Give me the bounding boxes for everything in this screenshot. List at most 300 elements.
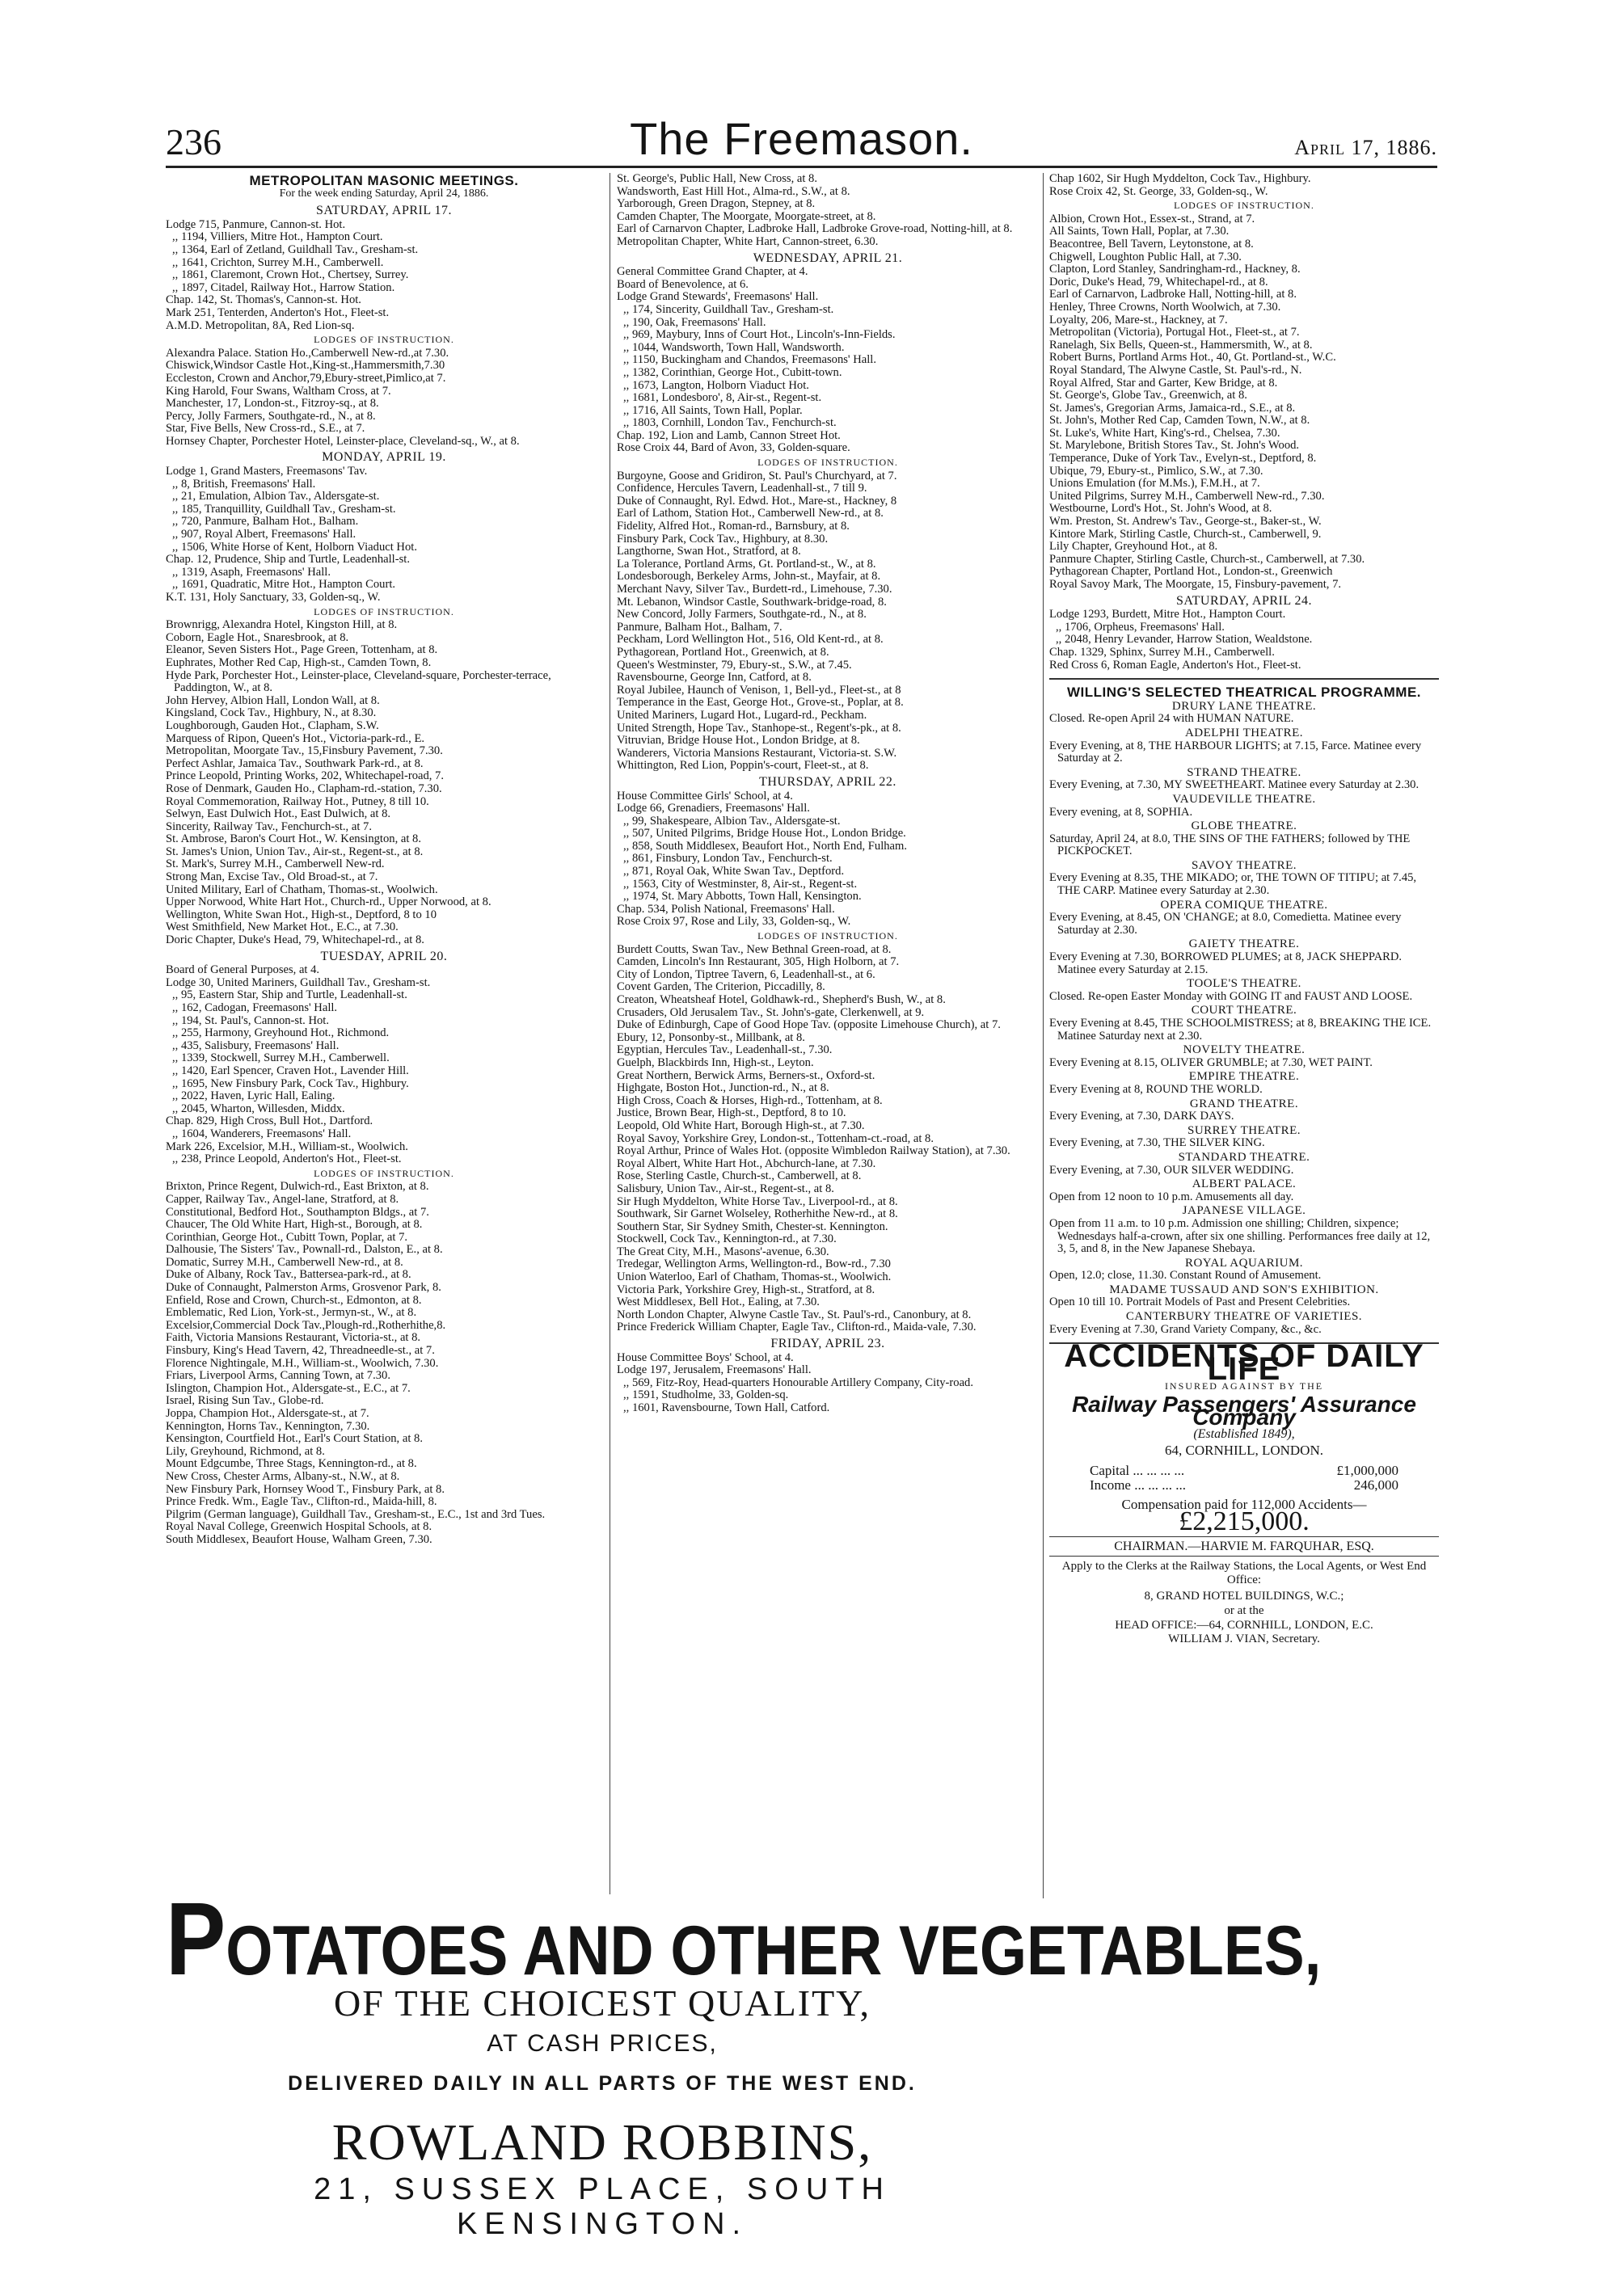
theatre-name: TOOLE'S THEATRE. xyxy=(1187,977,1301,991)
capital-label: Capital ... ... ... ... xyxy=(1090,1463,1185,1479)
lodge-entry: St. Ambrose, Baron's Court Hot., W. Kensington, at 8. xyxy=(166,832,421,846)
meeting-entry: Mark 226, Excelsior, M.H., William-st., Woolwich. xyxy=(166,1140,408,1153)
lodge-entry: Prince Frederick William Chapter, Eagle Tav., Clifton-rd., Maida-vale, 7.30. xyxy=(617,1321,977,1334)
established-line: (Established 1849), xyxy=(1193,1427,1295,1442)
lodge-entry: Prince Fredk. Wm., Eagle Tav., Clifton-rd., Maida-hill, 8. xyxy=(166,1495,437,1509)
meeting-entry: ,, 1420, Earl Spencer, Craven Hot., Lavender Hill. xyxy=(172,1064,409,1077)
lodges-heading: LODGES OF INSTRUCTION. xyxy=(314,334,454,346)
lodge-entry: Mt. Lebanon, Windsor Castle, Southwark-bridge-road, 8. xyxy=(617,595,887,609)
lodge-entry: St. James's Union, Union Tav., Air-st., Regent-st., at 8. xyxy=(166,845,424,858)
lodge-entry: Metropolitan, Moorgate Tav., 15,Finsbury Pavement, 7.30. xyxy=(166,744,443,758)
lodge-entry: Pythagorean, Portland Hot., Greenwich, at 8. xyxy=(617,645,829,659)
lodge-entry: Finsbury, King's Head Tavern, 42, Threadneedle-st., at 7. xyxy=(166,1344,435,1358)
meeting-entry: ,, 1319, Asaph, Freemasons' Hall. xyxy=(172,565,331,579)
lodge-entry: United Military, Earl of Chatham, Thomas-st., Woolwich. xyxy=(166,883,438,896)
meeting-entry: ,, 255, Harmony, Greyhound Hot., Richmond. xyxy=(172,1026,390,1040)
lodge-entry: St. Marylebone, British Stores Tav., St. John's Wood. xyxy=(1049,439,1300,453)
ad-delivery-line: DELIVERED DAILY IN ALL PARTS OF THE WEST END. xyxy=(288,2072,917,2095)
lodge-entry: Chaucer, The Old White Hart, High-st., Borough, at 8. xyxy=(166,1218,423,1232)
lodge-entry: City of London, Tiptree Tavern, 6, Leadenhall-st., at 6. xyxy=(617,967,875,981)
page-number: 236 xyxy=(166,121,221,162)
lodge-entry: Enfield, Rose and Crown, Church-st., Edmonton, at 8. xyxy=(166,1293,422,1307)
column-1 xyxy=(166,173,602,1898)
meeting-entry: Lodge 66, Grenadiers, Freemasons' Hall. xyxy=(617,802,810,815)
day-heading: THURSDAY, APRIL 22. xyxy=(759,774,896,789)
lodge-entry: Eleanor, Seven Sisters Hot., Page Green, Tottenham, at 8. xyxy=(166,643,438,657)
theatre-name: VAUDEVILLE THEATRE. xyxy=(1172,792,1316,806)
compensation-amount: £2,215,000. xyxy=(1179,1506,1310,1537)
day-heading: MONDAY, APRIL 19. xyxy=(322,450,446,465)
meeting-entry: ,, 1897, Citadel, Railway Hot., Harrow Station. xyxy=(172,280,395,294)
meeting-entry: Chap. 1329, Sphinx, Surrey M.H., Camberwell. xyxy=(1049,645,1275,659)
meeting-entry: Rose Croix 97, Rose and Lily, 33, Golden-sq., W. xyxy=(617,915,851,929)
lodge-entry: Earl of Carnarvon Chapter, Ladbroke Hall, Ladbroke Grove-road, Notting-hill, at 8. xyxy=(617,222,1013,236)
meeting-entry: ,, 1803, Cornhill, London Tav., Fenchurch-st. xyxy=(623,416,837,430)
lodge-entry: Doric, Duke's Head, 79, Whitechapel-rd., at 8. xyxy=(1049,275,1268,289)
theatre-name: JAPANESE VILLAGE. xyxy=(1182,1204,1306,1218)
lodge-entry: Ranelagh, Six Bells, Queen-st., Hammersmith, W., at 8. xyxy=(1049,338,1313,352)
lodge-entry: New Cross, Chester Arms, Albany-st., N.W., at 8. xyxy=(166,1469,400,1483)
lodge-entry: Whittington, Red Lion, Poppin's-court, Fleet-st., at 8. xyxy=(617,759,869,773)
lodge-entry: Loughborough, Gauden Hot., Clapham, S.W. xyxy=(166,718,379,732)
chairman-line: CHAIRMAN.—HARVIE M. FARQUHAR, ESQ. xyxy=(1114,1539,1374,1553)
theatre-listing: Closed. Re-open Easter Monday with GOING IT and FAUST AND LOOSE. xyxy=(1049,989,1413,1003)
lodge-entry: Hyde Park, Porchester Hot., Leinster-place, Cleveland-square, Porchester-terrace, Paddington, W., at 8. xyxy=(166,668,551,695)
theatre-listing: Saturday, April 24, at 8.0, THE SINS OF THE FATHERS; followed by THE PICKPOCKET. xyxy=(1049,832,1411,858)
lodge-entry: Egyptian, Hercules Tav., Leadenhall-st., 7.30. xyxy=(617,1043,833,1057)
lodge-entry: Tredegar, Wellington Arms, Wellington-rd., Bow-rd., 7.30 xyxy=(617,1258,891,1271)
lodge-entry: Royal Jubilee, Haunch of Venison, 1, Bell-yd., Fleet-st., at 8 xyxy=(617,683,901,697)
theatre-listing: Every Evening, at 7.30, DARK DAYS. xyxy=(1049,1110,1234,1123)
lodge-entry: Corinthian, George Hot., Cubitt Town, Poplar, at 7. xyxy=(166,1230,408,1244)
ad-headline xyxy=(166,1881,1322,1997)
lodge-entry: Excelsior,Commercial Dock Tav.,Plough-rd.,Rotherhithe,8. xyxy=(166,1318,446,1332)
lodge-entry: Unions Emulation (for M.Ms.), F.M.H., at 7. xyxy=(1049,477,1260,491)
lodge-entry: Wandsworth, East Hill Hot., Alma-rd., S.W., at 8. xyxy=(617,184,850,198)
lodge-entry: Earl of Carnarvon, Ladbroke Hall, Notting-hill, at 8. xyxy=(1049,288,1297,301)
lodge-entry: Peckham, Lord Wellington Hot., 516, Old Kent-rd., at 8. xyxy=(617,633,884,647)
lodge-entry: Royal Arthur, Prince of Wales Hot. (opposite Wimbledon Railway Station), at 7.30. xyxy=(617,1144,1010,1158)
company-name: Railway Passengers' Assurance Company xyxy=(1072,1392,1416,1430)
lodge-entry: Euphrates, Mother Red Cap, High-st., Camden Town, 8. xyxy=(166,655,432,669)
theatre-listing: Every Evening, at 7.30, THE SILVER KING. xyxy=(1049,1136,1265,1150)
theatre-listing: Every Evening, at 7.30, OUR SILVER WEDDING. xyxy=(1049,1163,1294,1177)
meeting-entry: Chap 1602, Sir Hugh Myddelton, Cock Tav., Highbury. xyxy=(1049,173,1311,185)
lodge-entry: Ravensbourne, George Inn, Catford, at 8. xyxy=(617,671,812,685)
lodge-entry: Guelph, Blackbirds Inn, High-st., Leyton. xyxy=(617,1055,814,1069)
meeting-entry: ,, 174, Sincerity, Guildhall Tav., Gresham-st. xyxy=(623,302,834,316)
meeting-entry: ,, 569, Fitz-Roy, Head-quarters Honourable Artillery Company, City-road. xyxy=(623,1375,973,1389)
meeting-entry: ,, 1673, Langton, Holborn Viaduct Hot. xyxy=(623,378,809,392)
lodge-entry: New Concord, Jolly Farmers, Southgate-rd., N., at 8. xyxy=(617,608,867,621)
theatre-listing: Every Evening at 7.30, Grand Variety Company, &c., &c. xyxy=(1049,1322,1322,1336)
lodges-heading: LODGES OF INSTRUCTION. xyxy=(1174,200,1314,212)
ad-merchant-name: ROWLAND ROBBINS, xyxy=(331,2113,873,2171)
meeting-entry: Board of Benevolence, at 6. xyxy=(617,277,749,291)
lodge-entry: Alexandra Palace. Station Ho.,Camberwell New-rd.,at 7.30. xyxy=(166,346,449,360)
theatre-name: GRAND THEATRE. xyxy=(1189,1097,1299,1110)
theatre-listing: Every evening, at 8, SOPHIA. xyxy=(1049,805,1193,819)
theatre-name: NOVELTY THEATRE. xyxy=(1183,1043,1306,1057)
meeting-entry: Rose Croix 44, Bard of Avon, 33, Golden-square. xyxy=(617,441,850,455)
lodge-entry: Fidelity, Alfred Hot., Roman-rd., Barnsbury, at 8. xyxy=(617,520,850,533)
lodge-entry: Joppa, Champion Hot., Aldersgate-st., at 7. xyxy=(166,1407,369,1420)
meeting-entry: ,, 99, Shakespeare, Albion Tav., Aldersgate-st. xyxy=(623,814,841,828)
theatre-listing: Open 10 till 10. Portrait Models of Past and Present Celebrities. xyxy=(1049,1295,1351,1309)
west-end-office: 8, GRAND HOTEL BUILDINGS, W.C.; xyxy=(1144,1590,1344,1603)
meeting-entry: ,, 1695, New Finsbury Park, Cock Tav., Highbury. xyxy=(172,1076,409,1090)
meeting-entry: ,, 1974, St. Mary Abbotts, Town Hall, Kensington. xyxy=(623,890,862,904)
meeting-entry: ,, 95, Eastern Star, Ship and Turtle, Leadenhall-st. xyxy=(172,988,407,1002)
lodge-entry: Confidence, Hercules Tavern, Leadenhall-st., 7 till 9. xyxy=(617,482,867,495)
lodge-entry: Royal Standard, The Alwyne Castle, St. Paul's-rd., N. xyxy=(1049,363,1302,377)
lodge-entry: West Middlesex, Bell Hot., Ealing, at 7.30. xyxy=(617,1295,820,1309)
lodge-entry: Royal Savoy, Yorkshire Grey, London-st., Tottenham-ct.-road, at 8. xyxy=(617,1131,934,1145)
day-heading: WEDNESDAY, APRIL 21. xyxy=(753,251,903,265)
section-rule xyxy=(1049,678,1439,680)
meeting-entry: ,, 1364, Earl of Zetland, Guildhall Tav., Gresham-st. xyxy=(172,242,419,256)
lodge-entry: Brownrigg, Alexandra Hotel, Kingston Hill, at 8. xyxy=(166,618,398,632)
lodge-entry: Pilgrim (German language), Guildhall Tav., Gresham-st., E.C., 1st and 3rd Tues. xyxy=(166,1507,546,1521)
lodge-entry: Duke of Edinburgh, Cape of Good Hope Tav. (opposite Limehouse Church), at 7. xyxy=(617,1018,1001,1032)
lodge-entry: Temperance, Duke of York Tav., Evelyn-st., Deptford, 8. xyxy=(1049,452,1317,466)
lodge-entry: Wellington, White Swan Hot., High-st., Deptford, 8 to 10 xyxy=(166,908,437,921)
meeting-entry: ,, 1604, Wanderers, Freemasons' Hall. xyxy=(172,1127,352,1140)
income-row xyxy=(1049,1479,1439,1492)
meeting-entry: ,, 1691, Quadratic, Mitre Hot., Hampton Court. xyxy=(172,578,396,592)
theatre-name: MADAME TUSSAUD AND SON'S EXHIBITION. xyxy=(1109,1283,1379,1296)
lodge-entry: Queen's Westminster, 79, Ebury-st., S.W., at 7.45. xyxy=(617,658,852,672)
theatre-listing: Open, 12.0; close, 11.30. Constant Round of Amusement. xyxy=(1049,1269,1322,1283)
theatre-listing: Every Evening, at 8.45, ON 'CHANGE; at 8.0, Comedietta. Matinee every Saturday at 2.30. xyxy=(1049,911,1402,937)
lodge-entry: New Finsbury Park, Hornsey Wood T., Finsbury Park, at 8. xyxy=(166,1482,445,1496)
lodge-entry: Royal Naval College, Greenwich Hospital Schools, at 8. xyxy=(166,1520,432,1534)
compensation-line: Compensation paid for 112,000 Accidents— xyxy=(1121,1496,1367,1512)
lodge-entry: Earl of Lathom, Station Hot., Camberwell New-rd., at 8. xyxy=(617,507,884,520)
meeting-entry: Red Cross 6, Roman Eagle, Anderton's Hot., Fleet-st. xyxy=(1049,658,1301,672)
theatre-name: SAVOY THEATRE. xyxy=(1191,858,1297,872)
lodge-entry: West Smithfield, New Market Hot., E.C., at 7.30. xyxy=(166,921,399,934)
page-header xyxy=(166,112,1437,168)
day-heading: TUESDAY, APRIL 20. xyxy=(320,949,448,963)
or-at-line: or at the xyxy=(1224,1603,1264,1617)
lodge-entry: Sincerity, Railway Tav., Fenchurch-st., at 7. xyxy=(166,819,372,833)
company-address: 64, CORNHILL, LONDON. xyxy=(1165,1442,1323,1458)
lodge-entry: Southern Star, Sir Sydney Smith, Chester-st. Kennington. xyxy=(617,1220,888,1233)
secretary-line: WILLIAM J. VIAN, Secretary. xyxy=(1168,1632,1320,1646)
lodge-entry: Islington, Champion Hot., Aldersgate-st., E.C., at 7. xyxy=(166,1381,411,1395)
lodge-entry: Marquess of Ripon, Queen's Hot., Victoria-park-rd., E. xyxy=(166,731,425,745)
meeting-entry: General Committee Grand Chapter, at 4. xyxy=(617,265,808,279)
ad-headline-rest: OTATOES AND OTHER VEGETABLES, xyxy=(226,1912,1322,1990)
meeting-entry: Chap. 12, Prudence, Ship and Turtle, Leadenhall-st. xyxy=(166,553,410,567)
lodge-entry: Kingsland, Cock Tav., Highbury, N., at 8.30. xyxy=(166,706,377,720)
lodge-entry: Langthorne, Swan Hot., Stratford, at 8. xyxy=(617,545,801,558)
theatre-name: ROYAL AQUARIUM. xyxy=(1184,1256,1304,1270)
meeting-entry: ,, 190, Oak, Freemasons' Hall. xyxy=(623,315,766,329)
meeting-entry: ,, 8, British, Freemasons' Hall. xyxy=(172,477,316,491)
meeting-entry: ,, 2022, Haven, Lyric Hall, Ealing. xyxy=(172,1089,335,1103)
meeting-entry: ,, 861, Finsbury, London Tav., Fenchurch-st. xyxy=(623,852,833,866)
meeting-entry: ,, 435, Salisbury, Freemasons' Hall. xyxy=(172,1038,340,1052)
lodge-entry: The Great City, M.H., Masons'-avenue, 6.30. xyxy=(617,1245,829,1258)
meeting-entry: Chap. 534, Polish National, Freemasons' Hall. xyxy=(617,902,835,916)
column-3 xyxy=(1049,173,1439,2210)
theatre-listing: Every Evening at 8.15, OLIVER GRUMBLE; at 7.30, WET PAINT. xyxy=(1049,1055,1373,1069)
meeting-entry: ,, 194, St. Paul's, Cannon-st. Hot. xyxy=(172,1013,329,1027)
lodge-entry: High Cross, Coach & Horses, High-rd., Tottenham, at 8. xyxy=(617,1093,883,1107)
meeting-entry: ,, 969, Maybury, Inns of Court Hot., Lincoln's-Inn-Fields. xyxy=(623,328,896,342)
lodge-entry: Robert Burns, Portland Arms Hot., 40, Gt. Portland-st., W.C. xyxy=(1049,351,1336,364)
lodge-entry: Brixton, Prince Regent, Dulwich-rd., East Brixton, at 8. xyxy=(166,1180,429,1194)
lodge-entry: Covent Garden, The Criterion, Piccadilly, 8. xyxy=(617,980,825,994)
meeting-entry: ,, 1194, Villiers, Mitre Hot., Hampton Court. xyxy=(172,230,383,244)
insured-line: INSURED AGAINST BY THE xyxy=(1164,1380,1324,1392)
lodge-entry: Rose of Denmark, Gauden Ho., Clapham-rd.-station, 7.30. xyxy=(166,781,442,795)
meeting-entry: ,, 238, Prince Leopold, Anderton's Hot., Fleet-st. xyxy=(172,1152,402,1166)
meetings-title: METROPOLITAN MASONIC MEETINGS. xyxy=(249,173,519,188)
lodge-entry: Percy, Jolly Farmers, Southgate-rd., N., at 8. xyxy=(166,409,376,423)
lodge-entry: Justice, Brown Bear, High-st., Deptford, 8 to 10. xyxy=(617,1106,846,1120)
theatre-name: SURREY THEATRE. xyxy=(1187,1123,1301,1137)
lodge-entry: Beacontree, Bell Tavern, Leytonstone, at 8. xyxy=(1049,237,1254,251)
theatre-name: ALBERT PALACE. xyxy=(1192,1177,1297,1191)
lodge-entry: Chiswick,Windsor Castle Hot.,King-st.,Hammersmith,7.30 xyxy=(166,359,445,373)
column-divider-2 xyxy=(1043,173,1044,1898)
income-value: 246,000 xyxy=(1353,1477,1398,1493)
ad-prices-line: AT CASH PRICES, xyxy=(487,2030,718,2057)
lodges-heading: LODGES OF INSTRUCTION. xyxy=(314,605,454,617)
lodge-entry: Dalhousie, The Sisters' Tav., Pownall-rd., Dalston, E., at 8. xyxy=(166,1243,443,1257)
lodge-entry: Southwark, Sir Garnet Wolseley, Rotherhithe New-rd., at 8. xyxy=(617,1207,898,1221)
lodge-entry: Burdett Coutts, Swan Tav., New Bethnal Green-road, at 8. xyxy=(617,942,892,956)
lodge-entry: Chigwell, Loughton Public Hall, at 7.30. xyxy=(1049,250,1242,263)
lodge-entry: Camden Chapter, The Moorgate, Moorgate-street, at 8. xyxy=(617,209,876,223)
meeting-entry: ,, 871, Royal Oak, White Swan Tav., Deptford. xyxy=(623,865,845,878)
lodge-entry: Loyalty, 206, Mare-st., Hackney, at 7. xyxy=(1049,313,1228,326)
lodge-entry: Kennington, Horns Tav., Kennington, 7.30. xyxy=(166,1419,370,1433)
theatre-name: DRURY LANE THEATRE. xyxy=(1171,699,1317,713)
meetings-subtitle: For the week ending Saturday, April 24, 1886. xyxy=(279,187,489,200)
lodges-heading: LODGES OF INSTRUCTION. xyxy=(314,1167,454,1179)
lodge-entry: Doric Chapter, Duke's Head, 79, Whitechapel-rd., at 8. xyxy=(166,933,424,947)
theatre-name: COURT THEATRE. xyxy=(1191,1004,1297,1017)
lodge-entry: Royal Alfred, Star and Garter, Kew Bridge, at 8. xyxy=(1049,376,1278,390)
lodge-entry: Stockwell, Cock Tav., Kennington-rd., at 7.30. xyxy=(617,1232,837,1246)
lodge-entry: St. George's, Public Hall, New Cross, at 8. xyxy=(617,173,818,185)
meeting-entry: Chap. 192, Lion and Lamb, Cannon Street Hot. xyxy=(617,428,841,442)
ad-quality-line: OF THE CHOICEST QUALITY, xyxy=(334,1982,871,2024)
lodges-heading: LODGES OF INSTRUCTION. xyxy=(757,930,898,942)
lodge-entry: Faith, Victoria Mansions Restaurant, Victoria-st., at 8. xyxy=(166,1331,421,1345)
day-heading: FRIDAY, APRIL 23. xyxy=(770,1337,885,1351)
lodge-entry: Finsbury Park, Cock Tav., Highbury, at 8.30. xyxy=(617,532,829,546)
meeting-entry: ,, 21, Emulation, Albion Tav., Aldersgate-st. xyxy=(172,490,380,503)
theatre-listing: Every Evening, at 7.30, MY SWEETHEART. Matinee every Saturday at 2.30. xyxy=(1049,778,1419,792)
lodge-entry: Florence Nightingale, M.H., William-st., Woolwich, 7.30. xyxy=(166,1356,439,1370)
meeting-entry: ,, 907, Royal Albert, Freemasons' Hall. xyxy=(172,528,356,541)
theatre-listing: Every Evening at 8, ROUND THE WORLD. xyxy=(1049,1082,1263,1096)
meeting-entry: ,, 1044, Wandsworth, Town Hall, Wandsworth. xyxy=(623,340,845,354)
lodge-entry: St. James's, Gregorian Arms, Jamaica-rd., S.E., at 8. xyxy=(1049,401,1296,415)
lodge-entry: Upper Norwood, White Hart Hot., Church-rd., Upper Norwood, at 8. xyxy=(166,895,491,909)
potatoes-advertisement xyxy=(166,1881,1322,2241)
lodge-entry: Star, Five Bells, New Cross-rd., S.E., at 7. xyxy=(166,422,365,436)
lodges-heading: LODGES OF INSTRUCTION. xyxy=(757,457,898,469)
lodge-entry: Great Northern, Berwick Arms, Berners-st., Oxford-st. xyxy=(617,1068,875,1082)
theatre-listing: Every Evening at 8.45, THE SCHOOLMISTRESS; at 8, BREAKING THE ICE. Matinee Saturday next at 2.30. xyxy=(1049,1017,1432,1043)
lodge-entry: Selwyn, East Dulwich Hot., East Dulwich, at 8. xyxy=(166,807,391,821)
meeting-entry: ,, 185, Tranquillity, Guildhall Tav., Gresham-st. xyxy=(172,502,396,516)
capital-value: £1,000,000 xyxy=(1336,1463,1398,1479)
short-rule xyxy=(1049,1556,1439,1557)
lodge-entry: Duke of Connaught, Palmerston Arms, Grosvenor Park, 8. xyxy=(166,1281,441,1295)
meeting-entry: Lodge 1293, Burdett, Mitre Hot., Hampton Court. xyxy=(1049,608,1286,621)
meeting-entry: K.T. 131, Holy Sanctuary, 33, Golden-sq., W. xyxy=(166,591,381,604)
lodge-entry: Royal Savoy Mark, The Moorgate, 15, Finsbury-pavement, 7. xyxy=(1049,578,1342,591)
lodge-entry: Pythagorean Chapter, Portland Hot., London-st., Greenwich xyxy=(1049,565,1333,579)
meeting-entry: ,, 858, South Middlesex, Beaufort Hot., North End, Fulham. xyxy=(623,839,908,853)
lodge-entry: Highgate, Boston Hot., Junction-rd., N., at 8. xyxy=(617,1081,829,1095)
lodge-entry: Crusaders, Old Jerusalem Tav., St. John's-gate, Clerkenwell, at 9. xyxy=(617,1005,925,1019)
column-2 xyxy=(617,173,1039,1898)
ad-drop-cap: P xyxy=(166,1881,226,1997)
lodge-entry: Henley, Three Crowns, North Woolwich, at 7.30. xyxy=(1049,300,1281,314)
header-rule xyxy=(166,166,1437,168)
lodge-entry: Capper, Railway Tav., Angel-lane, Stratford, at 8. xyxy=(166,1192,399,1206)
lodge-entry: St. George's, Globe Tav., Greenwich, at 8. xyxy=(1049,389,1247,402)
lodge-entry: Lily Chapter, Greyhound Hot., at 8. xyxy=(1049,540,1218,554)
lodge-entry: Manchester, 17, London-st., Fitzroy-sq., at 8. xyxy=(166,397,379,411)
meeting-entry: ,, 1861, Claremont, Crown Hot., Chertsey, Surrey. xyxy=(172,268,409,282)
lodge-entry: Creaton, Wheatsheaf Hotel, Goldhawk-rd., Shepherd's Bush, W., at 8. xyxy=(617,993,946,1006)
meeting-entry: ,, 507, United Pilgrims, Bridge House Hot., London Bridge. xyxy=(623,827,906,840)
lodge-entry: Wanderers, Victoria Mansions Restaurant, Victoria-st. S.W. xyxy=(617,746,897,760)
meeting-entry: Mark 251, Tenterden, Anderton's Hot., Fleet-st. xyxy=(166,305,390,319)
lodge-entry: Royal Albert, White Hart Hot., Abchurch-lane, at 7.30. xyxy=(617,1156,876,1170)
lodge-entry: Royal Commemoration, Railway Hot., Putney, 8 till 10. xyxy=(166,794,429,808)
lodge-entry: John Hervey, Albion Hall, London Wall, at 8. xyxy=(166,693,380,707)
theatre-name: CANTERBURY THEATRE OF VARIETIES. xyxy=(1125,1310,1363,1324)
meeting-entry: ,, 1563, City of Westminster, 8, Air-st., Regent-st. xyxy=(623,877,858,891)
theatre-listing: Every Evening at 8.35, THE MIKADO; or, THE TOWN OF TITIPU; at 7.45, THE CARP. Matinee every Saturday at 2.30. xyxy=(1049,871,1417,898)
meeting-entry: ,, 162, Cadogan, Freemasons' Hall. xyxy=(172,1001,338,1014)
meeting-entry: ,, 1339, Stockwell, Surrey M.H., Camberwell. xyxy=(172,1051,390,1065)
income-label: Income ... ... ... ... xyxy=(1090,1477,1186,1493)
meeting-entry: Lodge 30, United Mariners, Guildhall Tav., Gresham-st. xyxy=(166,975,431,989)
lodge-entry: La Tolerance, Portland Arms, Gt. Portland-st., W., at 8. xyxy=(617,557,876,571)
lodge-entry: Leopold, Old White Hart, Borough High-st., at 7.30. xyxy=(617,1119,865,1132)
meeting-entry: ,, 1591, Studholme, 33, Golden-sq. xyxy=(623,1388,789,1402)
meeting-entry: ,, 1382, Corinthian, George Hot., Cubitt-town. xyxy=(623,365,842,379)
lodge-entry: Clapton, Lord Stanley, Sandringham-rd., Hackney, 8. xyxy=(1049,263,1301,276)
meeting-entry: Lodge 1, Grand Masters, Freemasons' Tav. xyxy=(166,465,368,478)
lodge-entry: Duke of Connaught, Ryl. Edwd. Hot., Mare-st., Hackney, 8 xyxy=(617,494,897,508)
meeting-entry: ,, 1641, Crichton, Surrey M.H., Camberwell. xyxy=(172,255,384,269)
theatre-name: STANDARD THEATRE. xyxy=(1178,1150,1310,1164)
lodge-entry: Salisbury, Union Tav., Air-st., Regent-st., at 8. xyxy=(617,1182,834,1195)
lodge-entry: South Middlesex, Beaufort House, Walham Green, 7.30. xyxy=(166,1532,432,1546)
lodge-entry: All Saints, Town Hall, Poplar, at 7.30. xyxy=(1049,225,1230,238)
lodge-entry: Strong Man, Excise Tav., Old Broad-st., at 7. xyxy=(166,870,378,884)
lodge-entry: United Mariners, Lugard Hot., Lugard-rd., Peckham. xyxy=(617,708,867,722)
theatre-name: EMPIRE THEATRE. xyxy=(1188,1070,1300,1084)
lodge-entry: Victoria Park, Yorkshire Grey, High-st., Stratford, at 8. xyxy=(617,1283,875,1296)
lodge-entry: Panmure, Balham Hot., Balham, 7. xyxy=(617,620,783,634)
theatre-name: GAIETY THEATRE. xyxy=(1188,937,1300,951)
meeting-entry: Board of General Purposes, at 4. xyxy=(166,963,320,977)
theatre-name: GLOBE THEATRE. xyxy=(1191,819,1297,833)
lodge-entry: Metropolitan (Victoria), Portugal Hot., Fleet-st., at 7. xyxy=(1049,326,1300,339)
meeting-entry: ,, 2048, Henry Levander, Harrow Station, Wealdstone. xyxy=(1056,633,1313,647)
lodge-entry: Panmure Chapter, Stirling Castle, Church-st., Camberwell, at 7.30. xyxy=(1049,552,1365,566)
meeting-entry: House Committee Girls' School, at 4. xyxy=(617,789,793,803)
lodge-entry: St. John's, Mother Red Cap, Camden Town, N.W., at 8. xyxy=(1049,414,1310,428)
meeting-entry: ,, 1601, Ravensbourne, Town Hall, Catford. xyxy=(623,1401,830,1414)
theatre-listing: Open from 11 a.m. to 10 p.m. Admission one shilling; Children, sixpence; Wednesdays half-a-crown, after six one shilling. Performances free daily at 12, 3, 5, and 8, in the New Japanese Shebaya. xyxy=(1049,1216,1431,1256)
lodge-entry: Eccleston, Crown and Anchor,79,Ebury-street,Pimlico,at 7. xyxy=(166,371,446,385)
lodge-entry: Perfect Ashlar, Jamaica Tav., Southwark Park-rd., at 8. xyxy=(166,756,424,770)
lodge-entry: Kintore Mark, Stirling Castle, Church-st., Camberwell, 9. xyxy=(1049,527,1322,541)
lodge-entry: United Strength, Hope Tav., Stanhope-st., Regent's-pk., at 8. xyxy=(617,721,901,735)
lodge-entry: King Harold, Four Swans, Waltham Cross, at 7. xyxy=(166,384,391,398)
lodge-entry: Hornsey Chapter, Porchester Hotel, Leinster-place, Cleveland-sq., W., at 8. xyxy=(166,434,520,448)
theatre-listing: Every Evening at 7.30, BORROWED PLUMES; at 8, JACK SHEPPARD. Matinee every Saturday at 2.15. xyxy=(1049,950,1403,976)
lodge-entry: Coborn, Eagle Hot., Snaresbrook, at 8. xyxy=(166,630,349,644)
lodge-entry: Prince Leopold, Printing Works, 202, Whitechapel-road, 7. xyxy=(166,769,445,783)
lodge-entry: Lily, Greyhound, Richmond, at 8. xyxy=(166,1444,325,1458)
lodge-entry: Israel, Rising Sun Tav., Globe-rd. xyxy=(166,1394,324,1408)
lodge-entry: Yarborough, Green Dragon, Stepney, at 8. xyxy=(617,197,816,211)
ad-merchant-address: 21, SUSSEX PLACE, SOUTH KENSINGTON. xyxy=(314,2172,891,2241)
lodge-entry: Camden, Lincoln's Inn Restaurant, 305, High Holborn, at 7. xyxy=(617,955,900,969)
theatre-listing: Closed. Re-open April 24 with HUMAN NATURE. xyxy=(1049,712,1294,726)
meeting-entry: Chap. 142, St. Thomas's, Cannon-st. Hot. xyxy=(166,293,361,307)
meeting-entry: Lodge 197, Jerusalem, Freemasons' Hall. xyxy=(617,1363,812,1377)
theatre-name: OPERA COMIQUE THEATRE. xyxy=(1160,898,1328,912)
lodge-entry: Rose, Sterling Castle, Church-st., Camberwell, at 8. xyxy=(617,1169,862,1183)
meeting-entry: ,, 1706, Orpheus, Freemasons' Hall. xyxy=(1056,620,1225,634)
meeting-entry: Chap. 829, High Cross, Bull Hot., Dartford. xyxy=(166,1114,373,1128)
lodge-entry: Emblematic, Red Lion, York-st., Jermyn-st., W., at 8. xyxy=(166,1306,417,1320)
lodge-entry: Sir Hugh Myddelton, White Horse Tav., Liverpool-rd., at 8. xyxy=(617,1194,898,1208)
lodge-entry: St. Mark's, Surrey M.H., Camberwell New-rd. xyxy=(166,857,385,871)
publication-title: The Freemason. xyxy=(630,113,973,164)
lodge-entry: Burgoyne, Goose and Gridiron, St. Paul's Churchyard, at 7. xyxy=(617,469,897,482)
theatre-programme-title: WILLING'S SELECTED THEATRICAL PROGRAMME. xyxy=(1066,685,1422,701)
lodge-entry: Metropolitan Chapter, White Hart, Cannon-street, 6.30. xyxy=(617,234,879,248)
meeting-entry: Rose Croix 42, St. George, 33, Golden-sq., W. xyxy=(1049,184,1268,198)
lodge-entry: Westbourne, Lord's Hot., St. John's Wood, at 8. xyxy=(1049,502,1272,516)
lodge-entry: St. Luke's, White Hart, King's-rd., Chelsea, 7.30. xyxy=(1049,426,1280,440)
lodge-entry: Constitutional, Bedford Hot., Southampton Bldgs., at 7. xyxy=(166,1205,429,1219)
lodge-entry: Merchant Navy, Silver Tav., Burdett-rd., Limehouse, 7.30. xyxy=(617,583,892,596)
theatre-name: STRAND THEATRE. xyxy=(1187,765,1301,779)
lodge-entry: Duke of Albany, Rock Tav., Battersea-park-rd., at 8. xyxy=(166,1268,411,1282)
lodge-entry: Londesborough, Berkeley Arms, John-st., Mayfair, at 8. xyxy=(617,570,881,583)
lodge-entry: North London Chapter, Alwyne Castle Tav., St. Paul's-rd., Canonbury, at 8. xyxy=(617,1308,972,1321)
meeting-entry: Lodge Grand Stewards', Freemasons' Hall. xyxy=(617,290,819,304)
lodge-entry: Union Waterloo, Earl of Chatham, Thomas-st., Woolwich. xyxy=(617,1270,892,1284)
lodge-entry: Ebury, 12, Ponsonby-st., Millbank, at 8. xyxy=(617,1030,805,1044)
lodge-entry: Temperance in the East, George Hot., Grove-st., Poplar, at 8. xyxy=(617,696,904,710)
apply-line: Apply to the Clerks at the Railway Stations, the Local Agents, or West End Office: xyxy=(1061,1560,1427,1587)
lodge-entry: United Pilgrims, Surrey M.H., Camberwell New-rd., 7.30. xyxy=(1049,489,1325,503)
meeting-entry: House Committee Boys' School, at 4. xyxy=(617,1350,794,1364)
lodge-entry: Ubique, 79, Ebury-st., Pimlico, S.W., at 7.30. xyxy=(1049,464,1263,478)
accidents-title: ACCIDENTS OF DAILY LIFE xyxy=(1064,1338,1424,1387)
lodge-entry: Albion, Crown Hot., Essex-st., Strand, at 7. xyxy=(1049,212,1255,225)
